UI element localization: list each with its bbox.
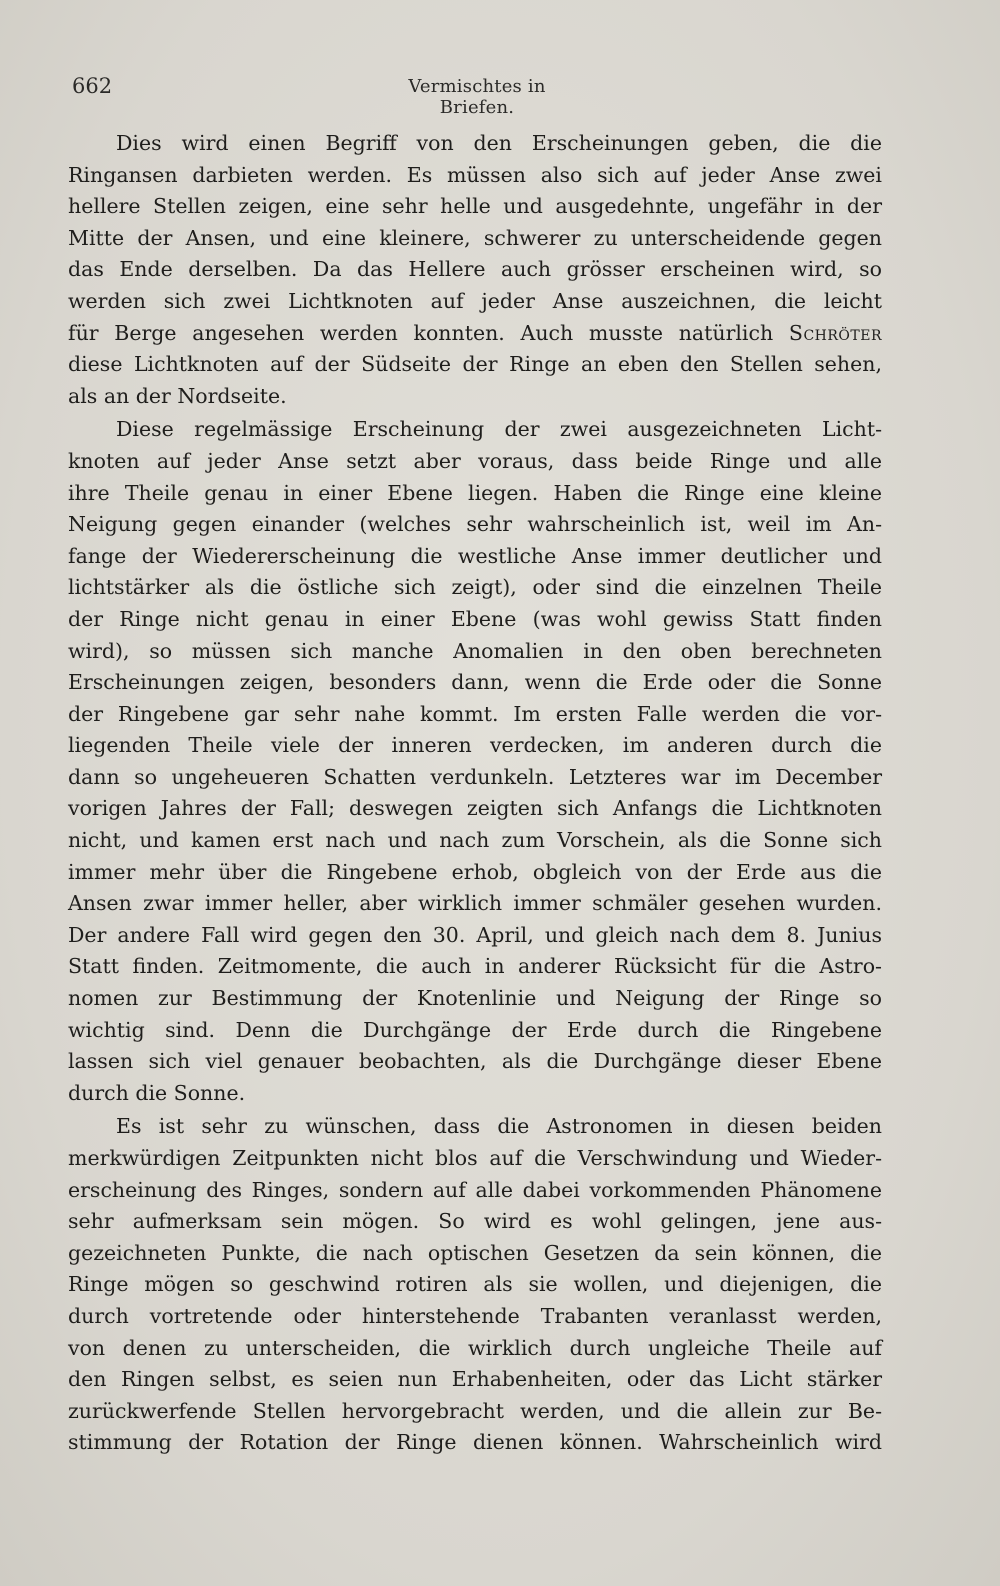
text-line-segment: für Berge angesehen werden konnten. Auch musste natürlich [68, 320, 774, 345]
text-line: lassen sich viel genauer beobachten, als die Durchgänge dieser Ebene [68, 1049, 882, 1074]
text-line: Diese regelmässige Erscheinung der zwei ausgezeichneten Licht- [116, 417, 882, 442]
text-line: merkwürdigen Zeitpunkten nicht blos auf die Verschwindung und Wieder- [68, 1146, 882, 1170]
text-line: sehr aufmerksam sein mögen. So wird es wohl gelingen, jene aus- [68, 1209, 882, 1234]
page-number: 662 [72, 74, 113, 98]
text-line: von denen zu unterscheiden, die wirklich durch ungleiche Theile auf [68, 1335, 882, 1360]
text-line: fange der Wiedererscheinung die westliche Anse immer deutlicher und [68, 543, 882, 568]
running-title: Vermischtes in Briefen. [408, 76, 546, 118]
text-line: dann so ungeheueren Schatten verdunkeln. Letzteres war im December [68, 764, 882, 789]
text-line: gezeichneten Punkte, die nach optischen Gesetzen da sein können, die [68, 1240, 882, 1265]
text-line: nicht, und kamen erst nach und nach zum Vorschein, als die Sonne sich [68, 828, 882, 853]
text-line: liegenden Theile viele der inneren verdecken, im anderen durch die [68, 733, 882, 758]
body-text [68, 128, 882, 1459]
text-line: den Ringen selbst, es seien nun Erhabenheiten, oder das Licht stärker [68, 1367, 882, 1392]
text-line: Statt finden. Zeitmomente, die auch in anderer Rücksicht für die Astro- [68, 954, 882, 979]
paragraph-3 [68, 1111, 882, 1459]
text-line: der Ringebene gar sehr nahe kommt. Im ersten Falle werden die vor- [68, 701, 882, 726]
text-line: Der andere Fall wird gegen den 30. April, und gleich nach dem 8. Junius [68, 922, 882, 947]
text-line: zurückwerfende Stellen hervorgebracht werden, und die allein zur Be- [68, 1398, 882, 1423]
text-line: das Ende derselben. Da das Hellere auch grösser erscheinen wird, so [68, 257, 882, 282]
text-line: durch vortretende oder hinterstehende Trabanten veranlasst werden, [68, 1303, 882, 1328]
text-line: stimmung der Rotation der Ringe dienen können. Wahrscheinlich wird [68, 1430, 882, 1455]
text-line-with-name [68, 318, 882, 350]
text-line: Mitte der Ansen, und eine kleinere, schwerer zu unterscheidende gegen [68, 225, 882, 250]
text-line: diese Lichtknoten auf der Südseite der Ringe an eben den Stellen sehen, [68, 352, 882, 377]
text-line: ihre Theile genau in einer Ebene liegen. Haben die Ringe eine kleine [68, 480, 882, 505]
paragraph-1 [68, 128, 882, 412]
text-line: werden sich zwei Lichtknoten auf jeder Anse auszeichnen, die leicht [68, 288, 882, 313]
text-line: erscheinung des Ringes, sondern auf alle dabei vorkommenden Phänomene [68, 1177, 882, 1202]
text-line: hellere Stellen zeigen, eine sehr helle und ausgedehnte, ungefähr in der [68, 194, 882, 219]
text-line: immer mehr über die Ringebene erhob, obgleich von der Erde aus die [68, 859, 882, 884]
text-line: Dies wird einen Begriff von den Erscheinungen geben, die die [116, 131, 882, 155]
text-line: Neigung gegen einander (welches sehr wahrscheinlich ist, weil im An- [68, 512, 882, 537]
page-header [72, 74, 892, 118]
text-line: wird), so müssen sich manche Anomalien in den oben berechneten [68, 638, 882, 663]
text-line: durch die Sonne. [68, 1080, 246, 1105]
text-line: Ringansen darbieten werden. Es müssen also sich auf jeder Anse zwei [68, 162, 882, 187]
paragraph-2 [68, 414, 882, 1109]
text-line: vorigen Jahres der Fall; deswegen zeigten sich Anfangs die Lichtknoten [68, 796, 882, 821]
text-line: lichtstärker als die östliche sich zeigt), oder sind die einzelnen Theile [68, 575, 882, 600]
text-line: wichtig sind. Denn die Durchgänge der Erde durch die Ringebene [68, 1017, 882, 1042]
text-line: Erscheinungen zeigen, besonders dann, wenn die Erde oder die Sonne [68, 670, 882, 695]
text-line: Es ist sehr zu wünschen, dass die Astronomen in diesen beiden [116, 1114, 882, 1139]
text-line: knoten auf jeder Anse setzt aber voraus, dass beide Ringe und alle [68, 448, 882, 473]
text-line: Ansen zwar immer heller, aber wirklich immer schmäler gesehen wurden. [68, 891, 882, 916]
text-line: Ringe mögen so geschwind rotiren als sie wollen, und diejenigen, die [68, 1272, 882, 1297]
text-line: nomen zur Bestimmung der Knotenlinie und Neigung der Ringe so [68, 986, 882, 1011]
text-line: als an der Nordseite. [68, 383, 287, 408]
text-line: der Ringe nicht genau in einer Ebene (was wohl gewiss Statt finden [68, 606, 882, 631]
person-name: Schröter [788, 320, 882, 345]
